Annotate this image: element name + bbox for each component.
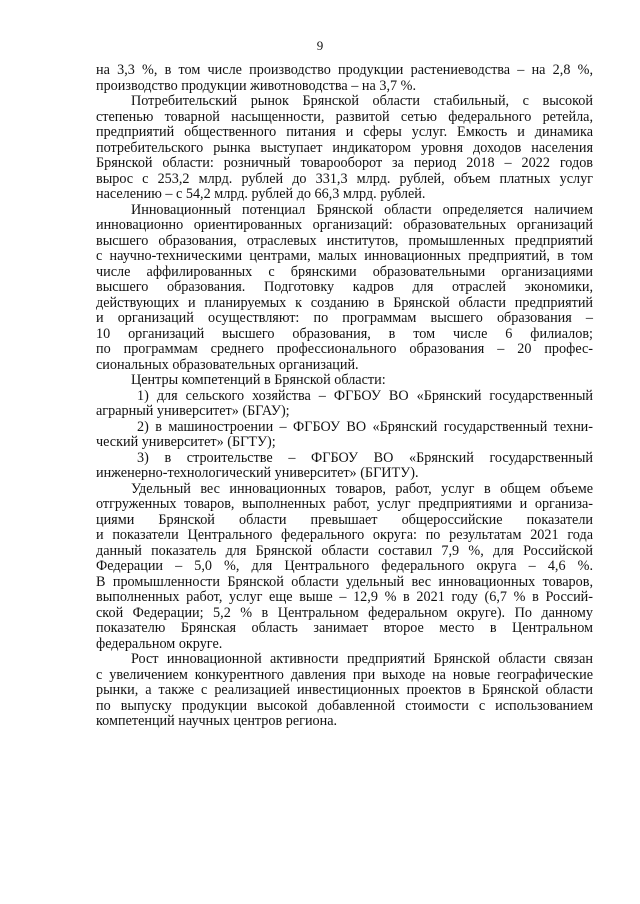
paragraph-line: высшего образования. Подготовку кадров для отраслей экономики, [96,279,593,295]
paragraph-line: Удельный вес инновационных товаров, работ, услуг в общем объеме [131,480,593,497]
paragraph-line: высшего образования, отраслевых институтов, промышленных предприятий [96,232,593,249]
paragraph [96,482,593,653]
paragraph [96,63,593,94]
paragraph [96,451,593,482]
paragraph-line: Федерации – 5,0 %, для Центрального федерального округа – 4,6 %. [96,558,593,574]
paragraph-line: ческий университет» (БГТУ); [96,434,276,450]
paragraph [96,94,593,203]
paragraph-line: выполненных работ, услуг еще выше – 12,9 % в 2021 году (6,7 % в Россий- [96,589,593,605]
paragraph-line: рынки, а также с реализацией инвестиционных проектов в Брянской области [96,682,593,698]
paragraph-line: данный показатель для Брянской области составил 7,9 %, для Российской [96,542,593,559]
paragraph-line: В промышленности Брянской области удельный вес инновационных товаров, [96,573,593,590]
paragraph-line: Потребительский рынок Брянской области стабильный, с высокой [131,93,593,109]
paragraph-line: циями Брянской области превышает общероссийские показатели [96,511,593,528]
paragraph-line: Инновационный потенциал Брянской области определяется наличием [131,201,593,218]
paragraph-line: на 3,3 %, в том числе производство продукции растениеводства – на 2,8 %, [96,62,593,78]
paragraph-line: по программам среднего профессионального образования – 20 профес- [96,341,593,357]
page-number: 9 [316,38,324,53]
paragraph-line: инженерно-технологический университет» (БГИТУ). [96,465,419,481]
paragraph-line: сиональных образовательных организаций. [96,356,359,373]
document-body [96,63,593,730]
paragraph-line: предприятий общественного питания и сферы услуг. Емкость и динамика [96,124,593,140]
paragraph-line: 2) в машиностроении – ФГБОУ ВО «Брянский государственный техни- [137,418,593,435]
paragraph-line: Центры компетенций в Брянской области: [131,372,386,388]
paragraph-line: производство продукции животноводства – на 3,7 %. [96,77,416,94]
paragraph [96,203,593,374]
paragraph-line: по выпуску продукции высокой добавленной стоимости с использованием [96,697,593,714]
paragraph-line: населению – с 54,2 млрд. рублей до 66,3 млрд. рублей. [96,186,426,202]
paragraph-line: действующих и планируемых к созданию в Брянской области предприятий [96,294,593,311]
paragraph [96,373,593,389]
paragraph-line: Брянской области: розничный товарооборот за период 2018 – 2022 годов [96,155,593,171]
paragraph-line: федеральном округе. [96,635,223,652]
paragraph-line: Рост инновационной активности предприятий Брянской области связан [131,651,593,667]
paragraph-line: аграрный университет» (БГАУ); [96,403,290,419]
paragraph-line: отгруженных товаров, выполненных работ, услуг предприятиями и организа- [96,496,593,512]
paragraph-line: числе аффилированных с брянскими образовательными организациями [96,263,593,280]
paragraph-line: инновационно ориентированных организаций: образовательных организаций [96,217,593,233]
paragraph-line: ской Федерации; 5,2 % в Центральном федеральном округе). По данному [96,604,593,621]
paragraph [96,652,593,730]
paragraph-line: компетенций научных центров региона. [96,713,338,729]
paragraph-line: и показатели Центрального федерального округа: по результатам 2021 года [96,527,593,543]
paragraph-line: вырос с 253,2 млрд. рублей до 331,3 млрд. рублей, объем платных услуг [96,170,593,187]
paragraph [96,420,593,451]
paragraph [96,389,593,420]
paragraph-line: 10 организаций высшего образования, в том числе 6 филиалов; [96,325,593,342]
paragraph-line: 3) в строительстве – ФГБОУ ВО «Брянский государственный [137,449,593,466]
paragraph-line: степенью товарной насыщенности, развитой сетью федерального ретейла, [96,108,593,125]
paragraph-line: с увеличением конкурентного давления при выходе на новые географические [96,666,593,683]
paragraph-line: потребительского рынка выступает индикатором уровня доходов населения [96,139,593,156]
paragraph-line: 1) для сельского хозяйства – ФГБОУ ВО «Брянский государственный [137,387,593,404]
paragraph-line: и организаций осуществляют: по программам высшего образования – [96,310,593,326]
paragraph-line: показателю Брянская область занимает второе место в Центральном [96,620,593,636]
paragraph-line: с научно-техническими центрами, малых инновационных предприятий, в том [96,248,593,264]
